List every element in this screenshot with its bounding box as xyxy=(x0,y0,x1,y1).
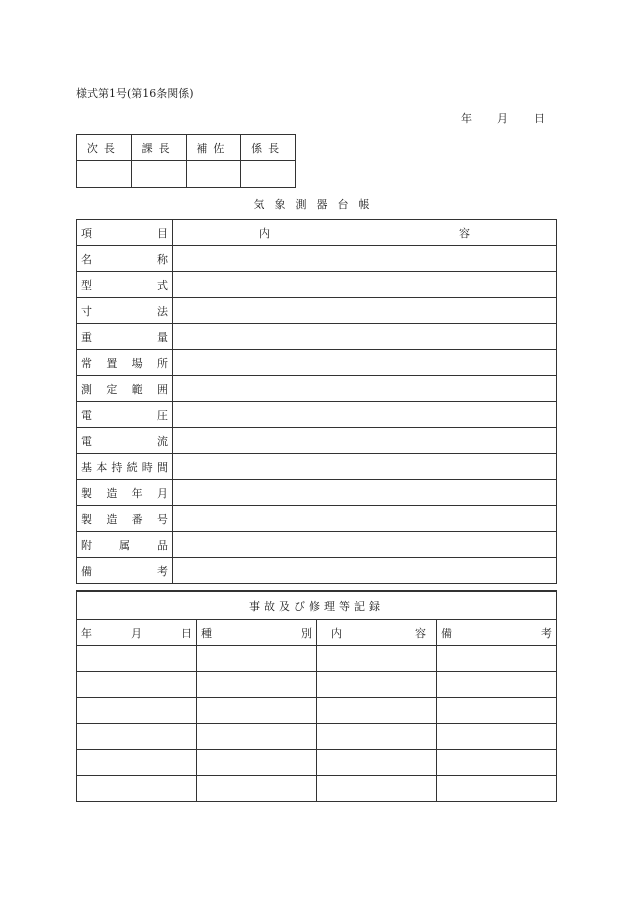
records-cell[interactable] xyxy=(197,750,317,776)
records-cell[interactable] xyxy=(197,776,317,802)
records-cell[interactable] xyxy=(317,698,437,724)
ledger-row xyxy=(77,272,557,298)
ledger-row-value[interactable] xyxy=(173,532,557,558)
records-note-right: 考 xyxy=(541,626,552,640)
ledger-row-label xyxy=(77,246,173,272)
ledger-row-label-text: 寸 法 xyxy=(81,304,168,318)
approval-stamp-row xyxy=(77,161,296,188)
ledger-row-value[interactable] xyxy=(173,480,557,506)
ledger-row xyxy=(77,350,557,376)
approval-stamp-cell[interactable] xyxy=(77,161,132,188)
ledger-row-label-text: 製 造 番 号 xyxy=(81,512,168,526)
records-body xyxy=(77,646,557,802)
records-type-header xyxy=(197,620,317,646)
records-cell[interactable] xyxy=(77,724,197,750)
ledger-row-label xyxy=(77,376,173,402)
ledger-row-value[interactable] xyxy=(173,428,557,454)
records-row xyxy=(77,750,557,776)
records-type-header-text: 種 別 xyxy=(201,626,312,640)
ledger-row-label-text: 測 定 範 囲 xyxy=(81,382,168,396)
ledger-row-label xyxy=(77,402,173,428)
records-cell[interactable] xyxy=(317,776,437,802)
approval-stamp-cell[interactable] xyxy=(186,161,241,188)
ledger-row-label-text: 名 称 xyxy=(81,252,168,266)
ledger-row xyxy=(77,376,557,402)
date-month: 月 xyxy=(497,112,508,125)
records-cell[interactable] xyxy=(437,698,557,724)
records-cell[interactable] xyxy=(317,724,437,750)
ledger-title: 気象測器台帳 xyxy=(253,198,380,211)
approval-stamp-cell[interactable] xyxy=(131,161,186,188)
records-row xyxy=(77,776,557,802)
records-cell[interactable] xyxy=(77,646,197,672)
records-cell[interactable] xyxy=(77,750,197,776)
records-content-right: 容 xyxy=(415,626,426,640)
ledger-row-label xyxy=(77,324,173,350)
ledger-header-row xyxy=(77,220,557,246)
ledger-row-label-text: 電 流 xyxy=(81,434,168,448)
ledger-row-label xyxy=(77,558,173,584)
accident-repair-record-table xyxy=(76,590,557,802)
records-cell[interactable] xyxy=(197,698,317,724)
records-cell[interactable] xyxy=(437,672,557,698)
ledger-row-label xyxy=(77,506,173,532)
ledger-row-value[interactable] xyxy=(173,298,557,324)
approval-col-2: 課長 xyxy=(131,135,186,161)
records-row xyxy=(77,646,557,672)
ledger-item-header-text: 項 目 xyxy=(81,226,168,240)
date-year: 年 xyxy=(461,112,472,125)
records-cell[interactable] xyxy=(437,750,557,776)
ledger-row xyxy=(77,480,557,506)
ledger-row-label xyxy=(77,350,173,376)
records-title-row xyxy=(77,591,557,620)
ledger-row-label xyxy=(77,480,173,506)
ledger-item-header xyxy=(77,220,173,246)
ledger-row-value[interactable] xyxy=(173,324,557,350)
approval-stamp-table xyxy=(76,134,296,188)
ledger-content-header-left: 内 xyxy=(259,227,270,240)
form-number: 様式第1号(第16条関係) xyxy=(76,87,194,100)
ledger-content-header-right: 容 xyxy=(459,227,470,240)
instrument-ledger-table xyxy=(76,219,557,584)
ledger-row-label xyxy=(77,454,173,480)
ledger-row-value[interactable] xyxy=(173,272,557,298)
records-cell[interactable] xyxy=(77,698,197,724)
records-cell[interactable] xyxy=(197,724,317,750)
ledger-row xyxy=(77,558,557,584)
ledger-row-label-text: 常 置 場 所 xyxy=(81,356,168,370)
records-cell[interactable] xyxy=(77,776,197,802)
ledger-row xyxy=(77,324,557,350)
records-content-left: 内 xyxy=(331,626,342,640)
ledger-row-value[interactable] xyxy=(173,506,557,532)
records-title: 事故及び修理等記録 xyxy=(77,591,557,620)
ledger-row-label xyxy=(77,428,173,454)
records-note-header xyxy=(437,620,557,646)
records-cell[interactable] xyxy=(437,776,557,802)
ledger-body xyxy=(77,246,557,584)
date-day: 日 xyxy=(534,112,545,125)
records-cell[interactable] xyxy=(197,646,317,672)
records-header-row xyxy=(77,620,557,646)
ledger-content-header xyxy=(173,220,557,246)
ledger-row-label-text: 備 考 xyxy=(81,564,168,578)
records-date-header xyxy=(77,620,197,646)
records-cell[interactable] xyxy=(317,646,437,672)
records-cell[interactable] xyxy=(197,672,317,698)
records-content-header-text xyxy=(317,625,436,641)
ledger-row xyxy=(77,506,557,532)
ledger-row-label-text: 重 量 xyxy=(81,330,168,344)
ledger-row xyxy=(77,454,557,480)
records-note-header-text xyxy=(437,625,556,641)
ledger-row-value[interactable] xyxy=(173,376,557,402)
ledger-row-label xyxy=(77,272,173,298)
ledger-row-label-text: 附 属 品 xyxy=(81,538,168,552)
ledger-row-label xyxy=(77,532,173,558)
approval-col-4: 係長 xyxy=(241,135,296,161)
ledger-row xyxy=(77,298,557,324)
records-content-header xyxy=(317,620,437,646)
ledger-row xyxy=(77,402,557,428)
ledger-row-value[interactable] xyxy=(173,558,557,584)
ledger-row-value[interactable] xyxy=(173,246,557,272)
ledger-row-label-text: 基 本 持 続 時 間 xyxy=(81,460,168,474)
ledger-row-value[interactable] xyxy=(173,350,557,376)
records-cell[interactable] xyxy=(437,646,557,672)
ledger-row-value[interactable] xyxy=(173,402,557,428)
records-note-left: 備 xyxy=(441,626,452,640)
records-row xyxy=(77,724,557,750)
records-cell[interactable] xyxy=(317,672,437,698)
ledger-row xyxy=(77,532,557,558)
records-row xyxy=(77,672,557,698)
records-cell[interactable] xyxy=(317,750,437,776)
ledger-row-label-text: 製 造 年 月 xyxy=(81,486,168,500)
approval-col-1: 次長 xyxy=(77,135,132,161)
records-row xyxy=(77,698,557,724)
ledger-row xyxy=(77,428,557,454)
approval-col-3: 補佐 xyxy=(186,135,241,161)
records-date-header-text: 年 月 日 xyxy=(81,626,192,640)
records-cell[interactable] xyxy=(77,672,197,698)
approval-stamp-cell[interactable] xyxy=(241,161,296,188)
ledger-row xyxy=(77,246,557,272)
ledger-row-label-text: 電 圧 xyxy=(81,408,168,422)
approval-header-row xyxy=(77,135,296,161)
ledger-row-label xyxy=(77,298,173,324)
records-cell[interactable] xyxy=(437,724,557,750)
ledger-row-value[interactable] xyxy=(173,454,557,480)
ledger-row-label-text: 型 式 xyxy=(81,278,168,292)
